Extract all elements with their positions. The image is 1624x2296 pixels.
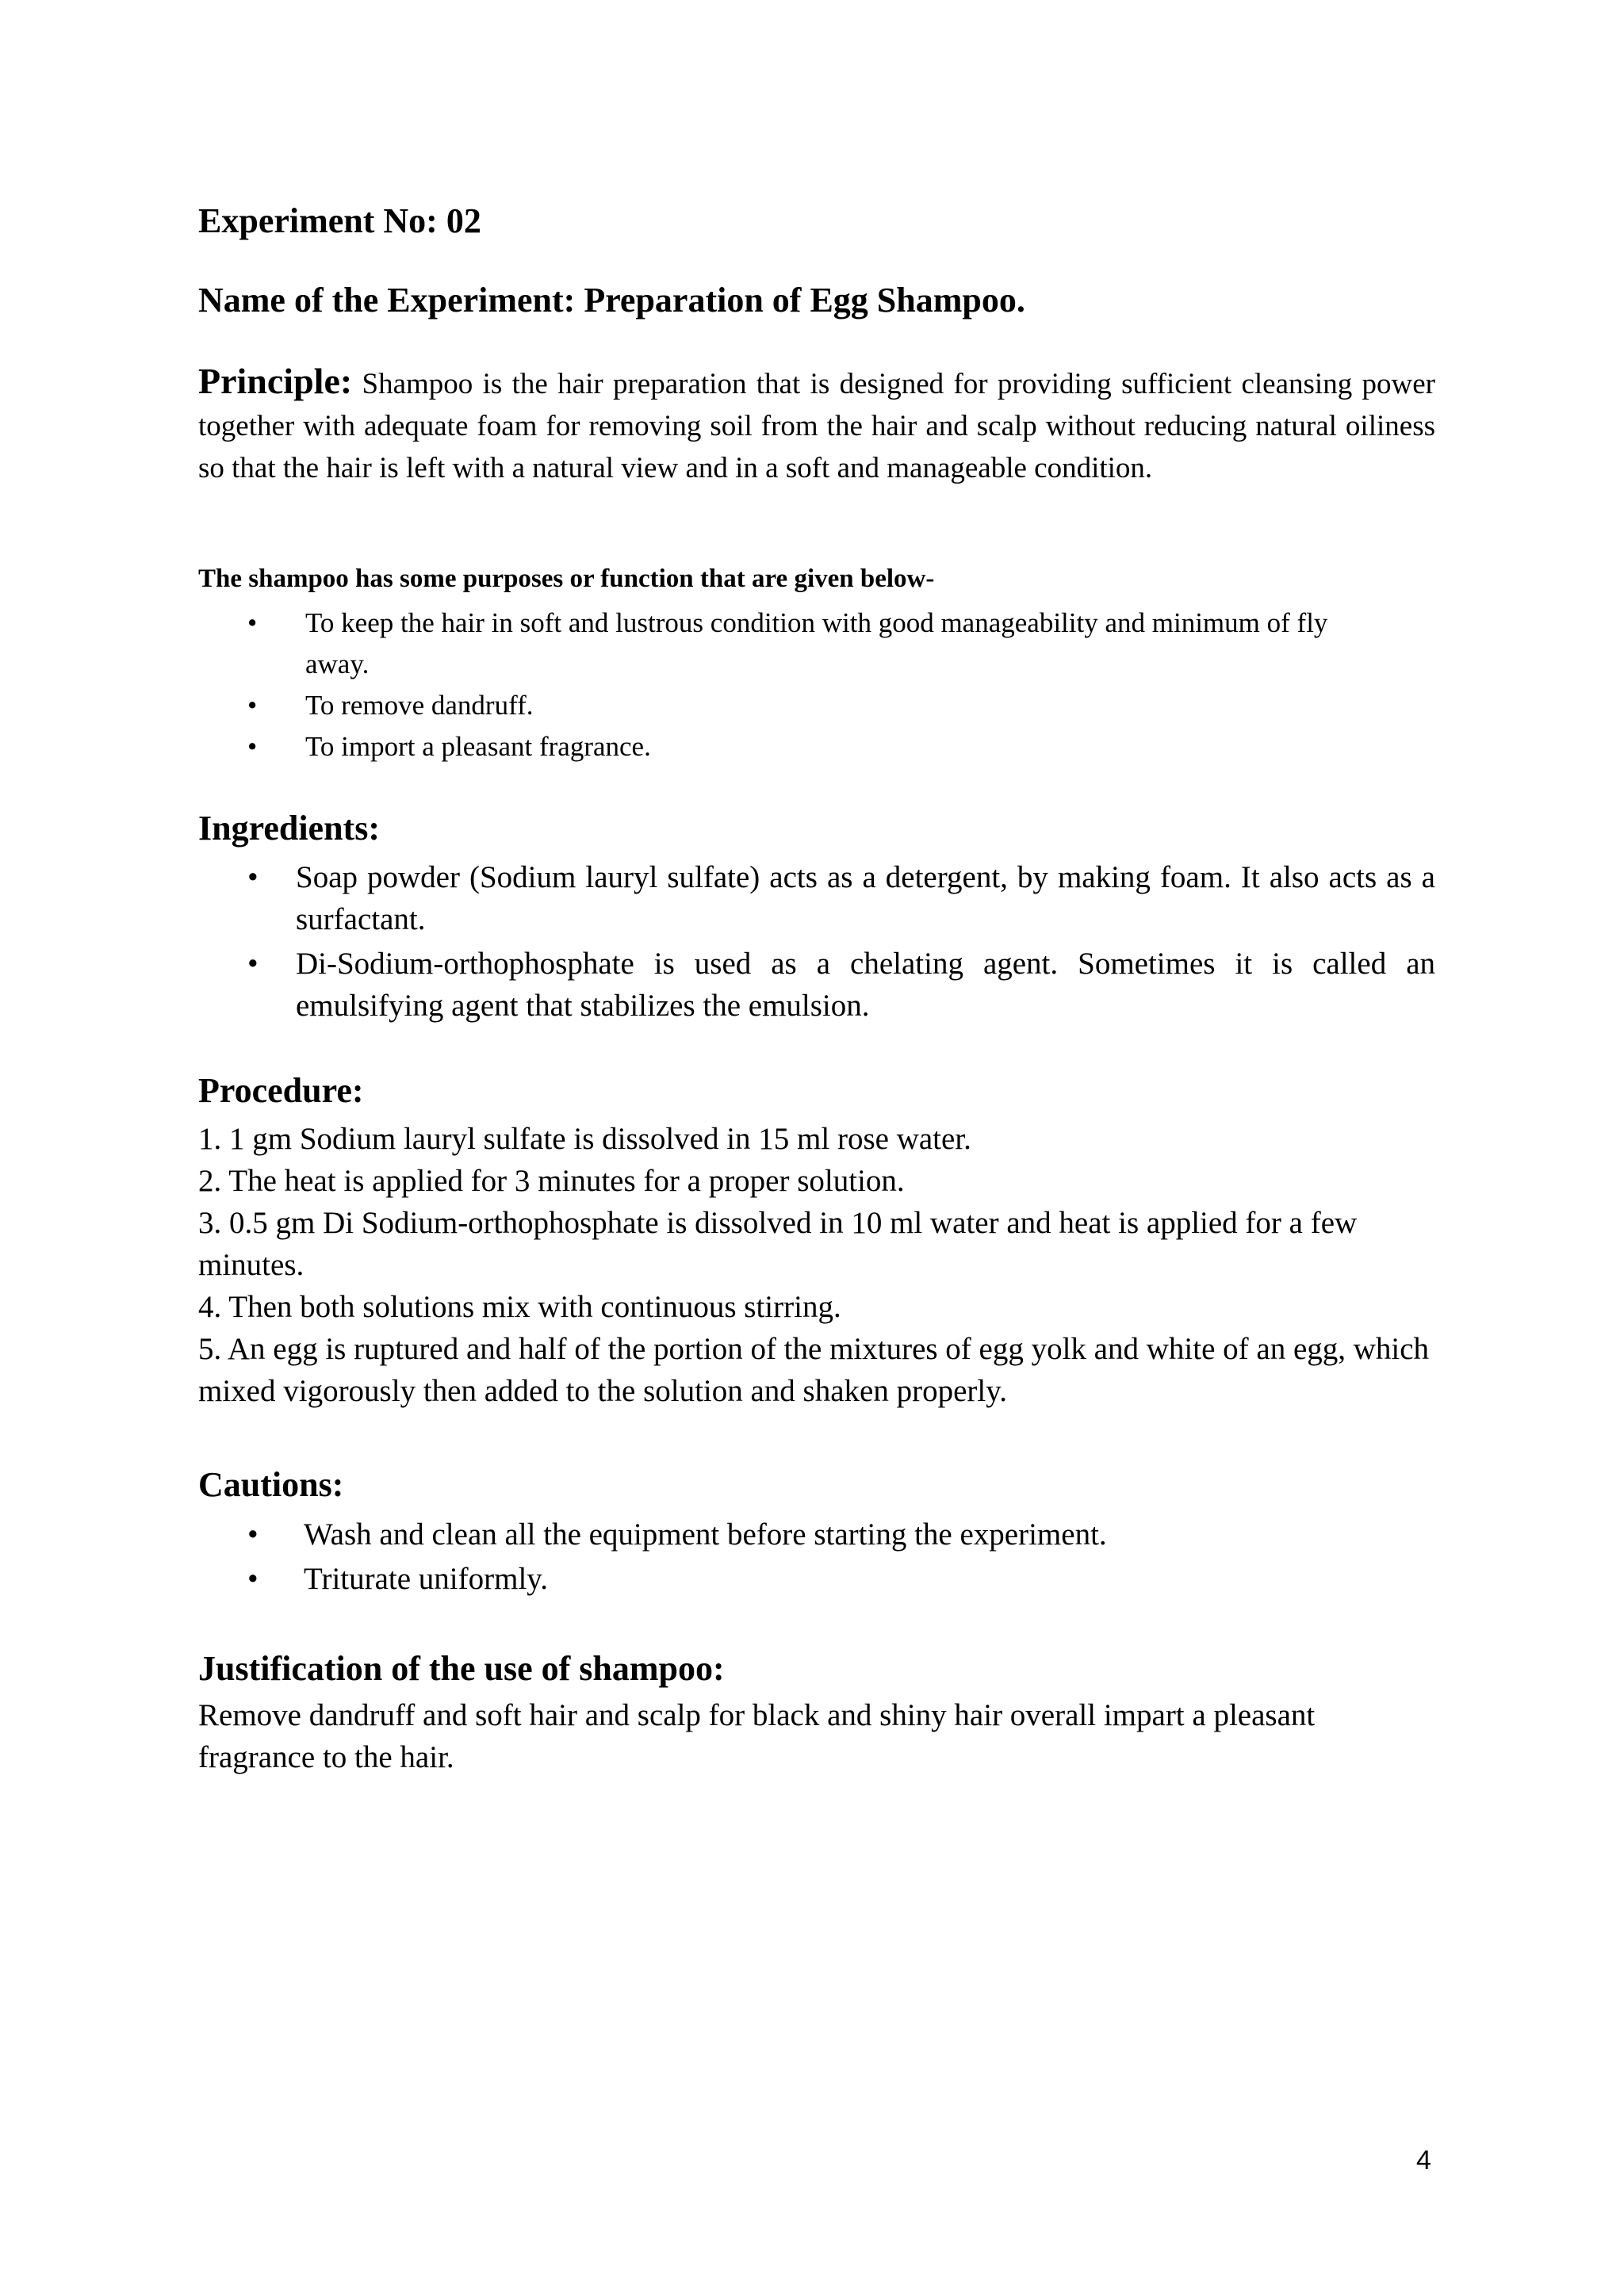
procedure-step: 5. An egg is ruptured and half of the portion of the mixtures of egg yolk and white of an egg, which mixed vigorously then added to the solution and shaken properly. <box>198 1332 1430 1408</box>
procedure-step: 3. 0.5 gm Di Sodium-orthophosphate is dissolved in 10 ml water and heat is applied for a few minutes. <box>198 1206 1358 1282</box>
list-item <box>198 1557 1435 1601</box>
list-item <box>198 726 1435 767</box>
list-item <box>198 943 1435 1027</box>
list-item <box>198 603 1435 685</box>
list-item <box>198 685 1435 726</box>
procedure-steps <box>198 1118 1435 1412</box>
experiment-name-heading: Name of the Experiment: Preparation of Egg Shampoo. <box>198 281 1025 320</box>
list-item <box>198 1513 1435 1557</box>
procedure-step: 4. Then both solutions mix with continuous stirring. <box>198 1290 841 1324</box>
principle-paragraph <box>198 360 1435 489</box>
purposes-list <box>198 603 1435 767</box>
purpose-text: To keep the hair in soft and lustrous condition with good manageability and minimum of fly away. <box>305 607 1328 679</box>
bullet-icon: • <box>247 1562 259 1596</box>
procedure-heading: Procedure: <box>198 1071 364 1110</box>
justification-heading: Justification of the use of shampoo: <box>198 1649 725 1688</box>
list-item <box>198 856 1435 940</box>
principle-label: Principle: <box>198 361 353 401</box>
experiment-number-heading: Experiment No: 02 <box>198 201 481 240</box>
bullet-icon: • <box>247 690 258 721</box>
caution-text: Wash and clean all the equipment before starting the experiment. <box>304 1517 1107 1552</box>
bullet-icon: • <box>247 731 258 762</box>
page-number: 4 <box>1416 2145 1431 2175</box>
ingredients-heading: Ingredients: <box>198 809 380 848</box>
ingredients-list <box>198 856 1435 1029</box>
bullet-icon: • <box>247 947 259 981</box>
caution-text: Triturate uniformly. <box>304 1562 549 1596</box>
principle-text: Shampoo is the hair preparation that is designed for providing sufficient cleansing power together with adequate foam for removing soil from the hair and scalp without reducing natural oiliness so that the hair is left with a natural view and in a soft and manageable condition. <box>198 368 1435 484</box>
purposes-title: The shampoo has some purposes or function that are given below- <box>198 564 935 593</box>
procedure-step: 1. 1 gm Sodium lauryl sulfate is dissolved in 15 ml rose water. <box>198 1122 971 1156</box>
bullet-icon: • <box>247 1517 259 1552</box>
procedure-step: 2. The heat is applied for 3 minutes for a proper solution. <box>198 1164 905 1198</box>
purpose-text: To import a pleasant fragrance. <box>305 731 651 762</box>
ingredient-text: Di-Sodium-orthophosphate is used as a chelating agent. Sometimes it is called an emulsifying agent that stabilizes the emulsion. <box>296 947 1435 1023</box>
justification-text: Remove dandruff and soft hair and scalp for black and shiny hair overall impart a pleasant fragrance to the hair. <box>198 1698 1316 1774</box>
bullet-icon: • <box>247 860 259 894</box>
cautions-heading: Cautions: <box>198 1465 344 1504</box>
purpose-text: To remove dandruff. <box>305 690 534 721</box>
bullet-icon: • <box>247 607 258 638</box>
cautions-list <box>198 1513 1435 1601</box>
ingredient-text: Soap powder (Sodium lauryl sulfate) acts as a detergent, by making foam. It also acts as a surfactant. <box>296 860 1435 936</box>
